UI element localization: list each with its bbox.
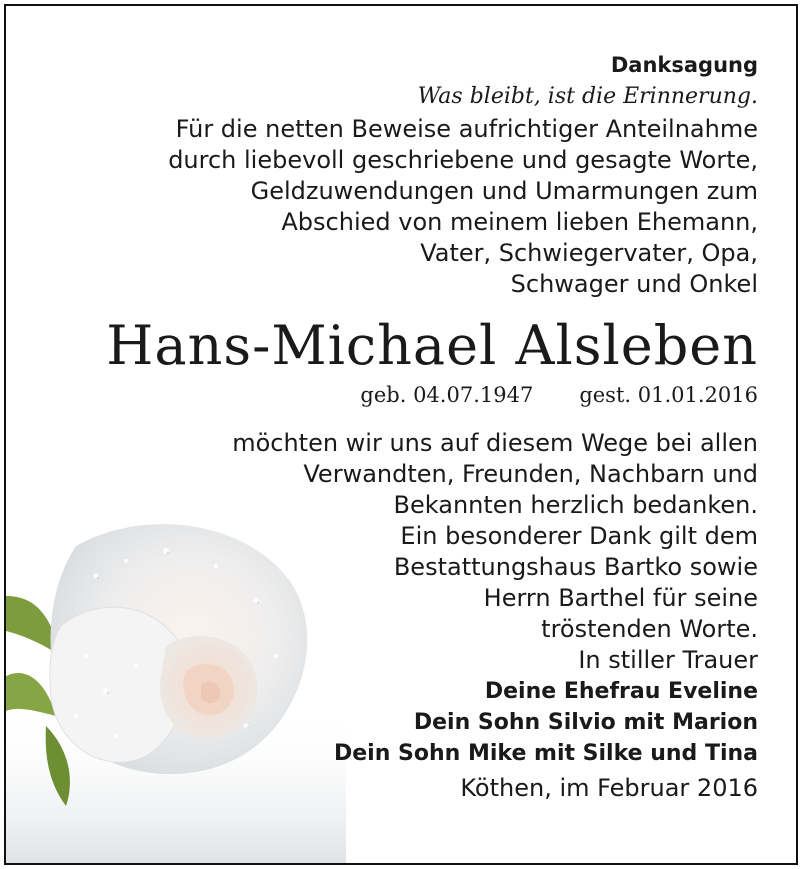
thanks-text — [38, 428, 758, 645]
birth-date: geb. 04.07.1947 — [360, 383, 534, 407]
intro-text — [38, 114, 758, 300]
heading: Danksagung — [610, 53, 758, 77]
motto: Was bleibt, ist die Erinnerung. — [417, 84, 758, 109]
intro-line: Schwager und Onkel — [510, 270, 758, 298]
place-date: Köthen, im Februar 2016 — [460, 774, 758, 802]
life-dates — [38, 380, 758, 410]
notice-text — [38, 6, 758, 804]
intro-line: Abschied von meinem lieben Ehemann, — [281, 208, 758, 236]
thanks-line: Ein besonderer Dank gilt dem — [400, 522, 758, 550]
intro-line: Geldzuwendungen und Umarmungen zum — [250, 177, 758, 205]
thanks-line: Herrn Barthel für seine — [483, 584, 758, 612]
obituary-notice — [4, 4, 798, 865]
intro-line: durch liebevoll geschriebene und gesagte Worte, — [168, 146, 758, 174]
mourner: Dein Sohn Silvio mit Marion — [413, 710, 758, 735]
mourners-list — [38, 676, 758, 769]
thanks-line: Verwandten, Freunden, Nachbarn und — [303, 460, 758, 488]
mourning-label: In stiller Trauer — [578, 646, 758, 674]
thanks-line: tröstenden Worte. — [541, 615, 758, 643]
thanks-line: Bekannten herzlich bedanken. — [393, 491, 758, 519]
death-date: gest. 01.01.2016 — [579, 383, 758, 407]
mourner: Dein Sohn Mike mit Silke und Tina — [333, 741, 758, 766]
thanks-line: möchten wir uns auf diesem Wege bei allen — [232, 429, 758, 457]
deceased-name: Hans-Michael Alsleben — [106, 314, 758, 377]
intro-line: Vater, Schwiegervater, Opa, — [420, 239, 758, 267]
intro-line: Für die netten Beweise aufrichtiger Anteilnahme — [175, 115, 758, 143]
thanks-line: Bestattungshaus Bartko sowie — [393, 553, 758, 581]
mourner: Deine Ehefrau Eveline — [484, 679, 758, 704]
